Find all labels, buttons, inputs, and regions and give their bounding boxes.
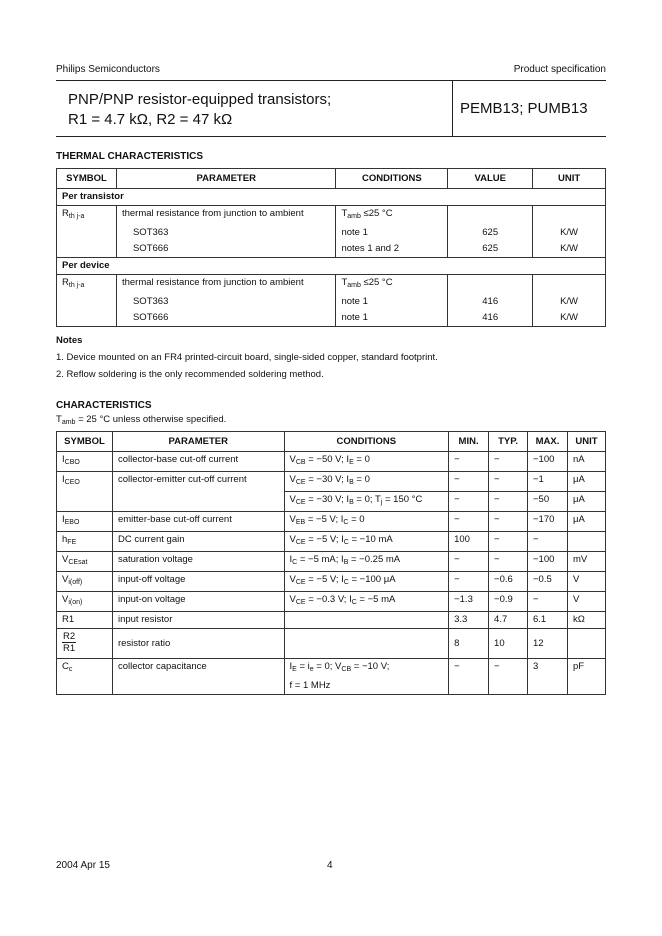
sub-rest: = 25 °C unless otherwise specified. [75,414,227,425]
col-min: MIN. [449,432,489,452]
symbol-cell: $V_{i(on)}$ [57,592,113,612]
thermal-heading: THERMAL CHARACTERISTICS [56,151,204,162]
table-row [57,512,606,532]
characteristics-subtitle [56,414,226,426]
subscript: B [349,479,354,486]
part-numbers: PEMB13; PUMB13 [460,100,588,117]
characteristics-table [56,431,606,695]
subscript: i(off) [68,579,83,586]
symbol-cell: $I_{EBO}$ [57,512,113,532]
notes-section [56,332,438,383]
parameter-cell: thermal resistance from junction to ambient [116,206,335,226]
group-row [57,189,606,206]
parameter-cell: input-on voltage [112,592,284,612]
subscript: e [309,666,314,673]
symbol-sub: th j-a [68,282,85,289]
cond-rest: ≤25 °C [360,277,393,288]
parameter-cell: SOT666 [116,241,335,258]
min-cell: − [449,552,489,572]
unit-cell: μA [567,492,605,512]
unit-cell: K/W [533,310,606,327]
min-cell: 100 [449,532,489,552]
unit-cell [533,206,606,226]
title-divider [452,80,453,136]
typ-cell: −0.9 [489,592,528,612]
unit-cell: K/W [533,225,606,241]
value-cell: 416 [448,294,533,310]
max-cell: 6.1 [528,612,568,629]
col-unit: UNIT [533,169,606,189]
col-conditions: CONDITIONS [336,169,448,189]
typ-cell: − [489,472,528,492]
max-cell: −100 [528,452,568,472]
cond-main: T [341,277,348,288]
value-cell: 625 [448,225,533,241]
min-cell: − [449,472,489,492]
col-unit: UNIT [567,432,605,452]
min-cell: 8 [449,629,489,659]
company-name: Philips Semiconductors [56,64,160,75]
thermal-header-row [57,169,606,189]
note-item: 1. Device mounted on an FR4 printed-circuit board, single-sided copper, standard footprint. [56,352,438,363]
subscript: CE [295,499,306,506]
table-row [57,572,606,592]
table-row [57,472,606,492]
note-item: 2. Reflow soldering is the only recommended soldering method. [56,369,324,380]
parameter-cell: input-off voltage [112,572,284,592]
unit-cell [567,532,605,552]
condition-cell: $V_{CE} = -30$ V; $I_B = 0$ [284,472,449,492]
page-title [68,90,331,130]
unit-cell: μA [567,512,605,532]
symbol-sub: th j-a [68,213,85,220]
symbol-cell [57,294,117,310]
col-symbol: SYMBOL [57,169,117,189]
parameter-cell: SOT666 [116,310,335,327]
min-cell: − [449,492,489,512]
table-row [57,552,606,572]
cond-rest: ≤25 °C [360,208,393,219]
condition-cell: note 1 [336,310,448,327]
symbol-cell [57,310,117,327]
title-line-2: R1 = 4.7 kΩ, R2 = 47 kΩ [68,111,233,128]
group-label: Per transistor [57,189,606,206]
parameter-cell: emitter-base cut-off current [112,512,284,532]
value-cell: 416 [448,310,533,327]
min-cell: − [449,572,489,592]
unit-cell: K/W [533,294,606,310]
max-cell: −1 [528,472,568,492]
subscript: j [380,499,383,506]
symbol-cell: $I_{CEO}$ [57,472,113,512]
min-cell: − [449,512,489,532]
sub-sub: amb [61,419,76,426]
unit-cell [567,629,605,659]
condition-cell: $I_E = i_e = 0$; $V_{CB} = -10$ V; f = 1 MHz [284,659,449,695]
col-typ: TYP. [489,432,528,452]
symbol-cell: R1 [57,612,113,629]
notes-heading: Notes [56,335,83,346]
subscript: C [343,519,349,526]
subscript: CE [295,579,306,586]
characteristics-heading: CHARACTERISTICS [56,400,152,411]
thermal-table [56,168,606,327]
typ-cell: −0.6 [489,572,528,592]
condition-cell: $V_{CE} = -5$ V; $I_C = -100$ μA [284,572,449,592]
col-max: MAX. [528,432,568,452]
unit-cell [533,275,606,295]
table-row [57,629,606,659]
footer-date: 2004 Apr 15 [56,860,110,871]
symbol-main: R [62,208,69,219]
subscript: CE [295,479,306,486]
typ-cell: − [489,452,528,472]
symbol-cell [57,225,117,241]
condition-cell: note 1 [336,294,448,310]
subscript: CBO [64,459,80,466]
symbol-cell [57,241,117,258]
subscript: B [343,559,349,566]
parameter-cell: collector capacitance [112,659,284,695]
symbol-cell: $V_{i(off)}$ [57,572,113,592]
unit-cell: μA [567,472,605,492]
condition-cell: $V_{CB} = -50$ V; $I_E = 0$ [284,452,449,472]
min-cell: − [449,659,489,695]
title-rule [56,136,606,137]
subscript: FE [67,539,77,546]
subscript: E [292,666,297,673]
typ-cell: − [489,492,528,512]
value-cell [448,206,533,226]
value-cell: 625 [448,241,533,258]
subscript: C [292,559,298,566]
subscript: CE [295,599,306,606]
symbol-cell [57,206,117,226]
parameter-cell: SOT363 [116,294,335,310]
subscript: CEsat [68,559,88,566]
subscript: EBO [64,519,80,526]
condition-cell: $V_{CE} = -5$ V; $I_C = -10$ mA [284,532,449,552]
typ-cell: − [489,659,528,695]
unit-cell: pF [567,659,605,695]
condition-cell [336,275,448,295]
condition-cell [336,206,448,226]
subscript: EB [295,519,306,526]
max-cell: − [528,592,568,612]
ratio-fraction: $\frac{R2}{R1}$ [63,631,76,654]
title-line-1: PNP/PNP resistor-equipped transistors; [68,91,332,108]
condition-cell: $V_{EB} = -5$ V; $I_C = 0$ [284,512,449,532]
value-cell [448,275,533,295]
subscript: CEO [64,479,80,486]
subscript: CB [295,459,306,466]
cond-sub: amb [347,282,361,289]
typ-cell: − [489,532,528,552]
typ-cell: − [489,552,528,572]
unit-cell: kΩ [567,612,605,629]
min-cell: −1.3 [449,592,489,612]
col-parameter: PARAMETER [116,169,335,189]
unit-cell: V [567,592,605,612]
condition-cell: $I_C = -5$ mA; $I_B = -0.25$ mA [284,552,449,572]
parameter-cell: collector-base cut-off current [112,452,284,472]
subscript: B [349,499,354,506]
page-number: 4 [327,860,333,871]
unit-cell: K/W [533,241,606,258]
symbol-cell: $V_{CEsat}$ [57,552,113,572]
condition-cell [284,629,449,659]
max-cell: −50 [528,492,568,512]
parameter-cell: input resistor [112,612,284,629]
subscript: CB [341,666,352,673]
condition-cell: note 1 [336,225,448,241]
condition-cell [284,612,449,629]
group-label: Per device [57,258,606,275]
symbol-cell [57,275,117,295]
table-row [57,592,606,612]
cond-main: T [341,208,348,219]
condition-cell: $V_{CE} = -30$ V; $I_B = 0$; $T_j = 150$ °C [284,492,449,512]
parameter-cell: thermal resistance from junction to ambient [116,275,335,295]
max-cell: −100 [528,552,568,572]
parameter-cell: saturation voltage [112,552,284,572]
symbol-cell [57,629,113,659]
document-type: Product specification [513,64,606,75]
parameter-cell: collector-emitter cut-off current [112,472,284,512]
unit-cell: nA [567,452,605,472]
condition-cell: notes 1 and 2 [336,241,448,258]
table-row [57,310,606,327]
subscript: c [68,666,73,673]
max-cell: − [528,532,568,552]
col-parameter: PARAMETER [112,432,284,452]
unit-cell: V [567,572,605,592]
sub-main: T [56,414,62,425]
max-cell: −170 [528,512,568,532]
symbol-cell: $C_c$ [57,659,113,695]
characteristics-body [57,452,606,695]
symbol-cell: $h_{FE}$ [57,532,113,552]
typ-cell: 4.7 [489,612,528,629]
typ-cell: − [489,512,528,532]
parameter-cell: SOT363 [116,225,335,241]
table-row [57,532,606,552]
col-conditions: CONDITIONS [284,432,449,452]
parameter-cell: resistor ratio [112,629,284,659]
table-row [57,241,606,258]
min-cell: 3.3 [449,612,489,629]
condition-cell: $V_{CE} = -0.3$ V; $I_C = -5$ mA [284,592,449,612]
table-row [57,225,606,241]
symbol-main: R [62,277,69,288]
unit-cell: mV [567,552,605,572]
col-symbol: SYMBOL [57,432,113,452]
header-rule [56,80,606,81]
subscript: C [351,599,357,606]
subscript: CE [295,539,306,546]
subscript: E [349,459,354,466]
table-row [57,275,606,295]
subscript: i(on) [68,599,83,606]
table-row [57,206,606,226]
col-value: VALUE [448,169,533,189]
max-cell: −0.5 [528,572,568,592]
table-row [57,659,606,695]
max-cell: 3 [528,659,568,695]
symbol-cell: $I_{CBO}$ [57,452,113,472]
subscript: C [343,539,349,546]
table-row [57,452,606,472]
min-cell: − [449,452,489,472]
subscript: C [343,579,349,586]
parameter-cell: DC current gain [112,532,284,552]
table-row [57,612,606,629]
max-cell: 12 [528,629,568,659]
characteristics-header-row [57,432,606,452]
typ-cell: 10 [489,629,528,659]
table-row [57,294,606,310]
group-row [57,258,606,275]
cond-sub: amb [347,213,361,220]
